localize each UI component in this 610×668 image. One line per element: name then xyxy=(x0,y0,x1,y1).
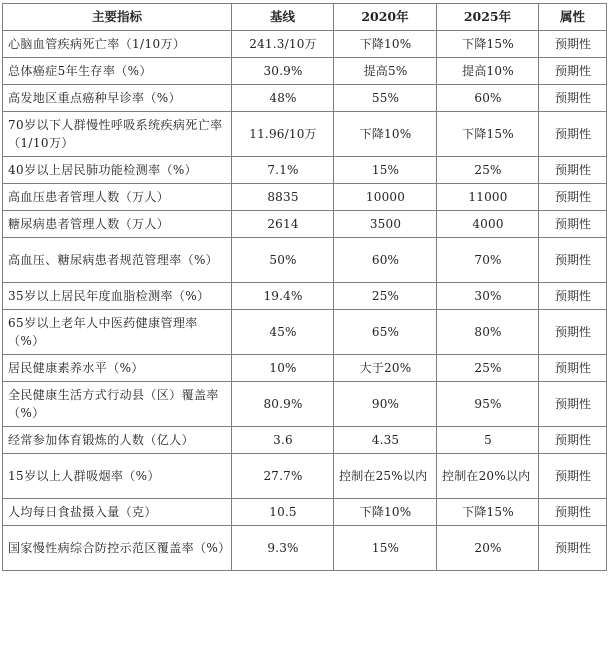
attribute: 预期性 xyxy=(539,310,607,355)
header-attribute: 属性 xyxy=(539,4,607,31)
indicator-table xyxy=(2,3,607,571)
attribute: 预期性 xyxy=(539,157,607,184)
target-2020: 下降10% xyxy=(334,499,437,526)
attribute: 预期性 xyxy=(539,499,607,526)
target-2025: 25% xyxy=(437,157,539,184)
target-2020: 3500 xyxy=(334,211,437,238)
indicator-name: 人均每日食盐摄入量（克） xyxy=(3,499,232,526)
indicator-name: 高血压患者管理人数（万人） xyxy=(3,184,232,211)
target-2025: 11000 xyxy=(437,184,539,211)
target-2025: 提高10% xyxy=(437,58,539,85)
target-2020: 10000 xyxy=(334,184,437,211)
baseline-value: 50% xyxy=(232,238,334,283)
header-indicator: 主要指标 xyxy=(3,4,232,31)
indicator-name: 国家慢性病综合防控示范区覆盖率（%） xyxy=(3,526,232,571)
header-row xyxy=(3,4,607,31)
table-row xyxy=(3,184,607,211)
indicator-name: 经常参加体育锻炼的人数（亿人） xyxy=(3,427,232,454)
attribute: 预期性 xyxy=(539,112,607,157)
indicator-name: 心脑血管疾病死亡率（1/10万） xyxy=(3,31,232,58)
target-2025: 25% xyxy=(437,355,539,382)
baseline-value: 11.96/10万 xyxy=(232,112,334,157)
header-baseline: 基线 xyxy=(232,4,334,31)
baseline-value: 19.4% xyxy=(232,283,334,310)
indicator-name: 70岁以下人群慢性呼吸系统疾病死亡率（1/10万） xyxy=(3,112,232,157)
target-2025: 95% xyxy=(437,382,539,427)
baseline-value: 10.5 xyxy=(232,499,334,526)
target-2025: 下降15% xyxy=(437,31,539,58)
baseline-value: 45% xyxy=(232,310,334,355)
indicator-name: 65岁以上老年人中医药健康管理率（%） xyxy=(3,310,232,355)
target-2025: 20% xyxy=(437,526,539,571)
target-2020: 下降10% xyxy=(334,112,437,157)
baseline-value: 3.6 xyxy=(232,427,334,454)
baseline-value: 30.9% xyxy=(232,58,334,85)
target-2020: 65% xyxy=(334,310,437,355)
target-2025: 下降15% xyxy=(437,112,539,157)
table-row xyxy=(3,157,607,184)
attribute: 预期性 xyxy=(539,283,607,310)
baseline-value: 80.9% xyxy=(232,382,334,427)
attribute: 预期性 xyxy=(539,58,607,85)
target-2025: 30% xyxy=(437,283,539,310)
table-row xyxy=(3,526,607,571)
target-2020: 提高5% xyxy=(334,58,437,85)
target-2025: 5 xyxy=(437,427,539,454)
indicator-name: 居民健康素养水平（%） xyxy=(3,355,232,382)
target-2020: 90% xyxy=(334,382,437,427)
attribute: 预期性 xyxy=(539,184,607,211)
baseline-value: 8835 xyxy=(232,184,334,211)
baseline-value: 7.1% xyxy=(232,157,334,184)
indicator-name: 高发地区重点癌种早诊率（%） xyxy=(3,85,232,112)
target-2025: 60% xyxy=(437,85,539,112)
indicator-name: 40岁以上居民肺功能检测率（%） xyxy=(3,157,232,184)
table-row xyxy=(3,31,607,58)
baseline-value: 48% xyxy=(232,85,334,112)
attribute: 预期性 xyxy=(539,355,607,382)
table-row xyxy=(3,283,607,310)
attribute: 预期性 xyxy=(539,526,607,571)
table-row xyxy=(3,85,607,112)
header-2020: 2020年 xyxy=(334,4,437,31)
baseline-value: 241.3/10万 xyxy=(232,31,334,58)
indicator-name: 高血压、糖尿病患者规范管理率（%） xyxy=(3,238,232,283)
indicator-name: 总体癌症5年生存率（%） xyxy=(3,58,232,85)
table-row xyxy=(3,310,607,355)
table-row xyxy=(3,112,607,157)
table-row xyxy=(3,382,607,427)
target-2020: 大于20% xyxy=(334,355,437,382)
target-2025: 下降15% xyxy=(437,499,539,526)
table-row xyxy=(3,238,607,283)
indicator-name: 全民健康生活方式行动县（区）覆盖率（%） xyxy=(3,382,232,427)
target-2025: 4000 xyxy=(437,211,539,238)
attribute: 预期性 xyxy=(539,454,607,499)
baseline-value: 9.3% xyxy=(232,526,334,571)
table-row xyxy=(3,499,607,526)
baseline-value: 10% xyxy=(232,355,334,382)
attribute: 预期性 xyxy=(539,85,607,112)
target-2020: 控制在25%以内 xyxy=(334,454,437,499)
table-row xyxy=(3,454,607,499)
target-2020: 15% xyxy=(334,526,437,571)
target-2025: 控制在20%以内 xyxy=(437,454,539,499)
table-row xyxy=(3,58,607,85)
attribute: 预期性 xyxy=(539,211,607,238)
target-2020: 15% xyxy=(334,157,437,184)
baseline-value: 2614 xyxy=(232,211,334,238)
target-2020: 55% xyxy=(334,85,437,112)
attribute: 预期性 xyxy=(539,382,607,427)
target-2025: 70% xyxy=(437,238,539,283)
header-2025: 2025年 xyxy=(437,4,539,31)
indicator-name: 35岁以上居民年度血脂检测率（%） xyxy=(3,283,232,310)
indicator-name: 15岁以上人群吸烟率（%） xyxy=(3,454,232,499)
table-row xyxy=(3,355,607,382)
target-2020: 下降10% xyxy=(334,31,437,58)
indicator-name: 糖尿病患者管理人数（万人） xyxy=(3,211,232,238)
target-2020: 25% xyxy=(334,283,437,310)
target-2025: 80% xyxy=(437,310,539,355)
table-row xyxy=(3,427,607,454)
attribute: 预期性 xyxy=(539,427,607,454)
attribute: 预期性 xyxy=(539,238,607,283)
baseline-value: 27.7% xyxy=(232,454,334,499)
target-2020: 60% xyxy=(334,238,437,283)
attribute: 预期性 xyxy=(539,31,607,58)
target-2020: 4.35 xyxy=(334,427,437,454)
table-row xyxy=(3,211,607,238)
